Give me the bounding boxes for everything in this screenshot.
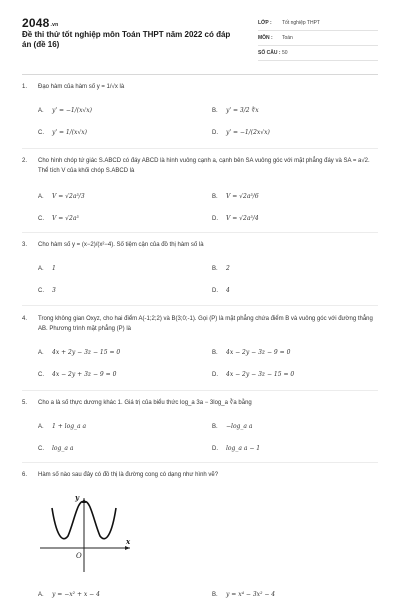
option-text: y' = 1/(x√x): [52, 129, 87, 136]
option-letter: C.: [38, 288, 44, 294]
y-label: y: [75, 493, 80, 502]
option-text: −log_a a: [226, 423, 253, 430]
question-text: Cho a là số thực dương khác 1. Giá trị của biểu thức log_a 3a − 3log_a ∛a bằng: [38, 400, 252, 406]
option-letter: A.: [38, 266, 44, 272]
meta-key: SỐ CÂU :: [258, 50, 281, 56]
question-number: 6.: [22, 472, 28, 478]
x-axis-arrow: [125, 546, 130, 550]
option-text: log_a a: [52, 445, 74, 452]
option-letter: C.: [38, 216, 44, 222]
question-text: Trong không gian Oxyz, cho hai điểm A(-1;2;2) và B(3;0;-1). Gọi (P) là mặt phẳng chứa điểm B và vuông góc với đường thẳng AB. Phương trình mặt phẳng (P) là: [38, 316, 373, 332]
option-a[interactable]: [38, 106, 92, 116]
question-text: Đạo hàm của hàm số y = 1/√x là: [38, 84, 125, 90]
brand-name: 2048: [22, 16, 50, 30]
function-graph: [36, 492, 136, 576]
question-number: 5.: [22, 400, 28, 406]
option-text: log_a a − 1: [226, 445, 261, 452]
question-text: Cho hàm số y = (x−2)/(x²−4). Số tiệm cận của đồ thị hàm số là: [38, 242, 204, 248]
meta-key: LỚP :: [258, 20, 272, 26]
option-a[interactable]: [38, 348, 120, 358]
option-text: y' = 3/2 ∜x: [226, 107, 259, 114]
option-text: 1 + log_a a: [52, 423, 87, 430]
option-letter: D.: [212, 216, 218, 222]
question-number: 2.: [22, 158, 28, 164]
origin-label: O: [76, 552, 82, 560]
meta-value: 50: [282, 50, 288, 56]
option-text: y = x⁴ − 3x² − 4: [226, 591, 276, 598]
option-letter: B.: [212, 108, 218, 114]
option-b[interactable]: [212, 106, 259, 116]
option-b[interactable]: [212, 348, 290, 358]
meta-row-subject: [258, 31, 378, 46]
option-letter: C.: [38, 446, 44, 452]
option-b[interactable]: [212, 192, 259, 202]
exam-meta: [258, 16, 378, 61]
option-a[interactable]: [38, 192, 85, 202]
meta-key: MÔN :: [258, 35, 273, 41]
option-text: 4x + 2y − 3z − 15 = 0: [52, 349, 121, 356]
meta-row-class: [258, 16, 378, 31]
option-b[interactable]: [212, 590, 275, 600]
option-letter: D.: [212, 288, 218, 294]
question-number: 3.: [22, 242, 28, 248]
question-divider: [22, 462, 378, 463]
option-b[interactable]: [212, 422, 252, 432]
option-c[interactable]: [38, 444, 73, 454]
option-text: 4: [226, 287, 230, 294]
brand-logo[interactable]: [22, 16, 58, 30]
option-letter: B.: [212, 266, 218, 272]
option-text: V = √2a³: [52, 215, 79, 222]
meta-row-count: [258, 46, 378, 61]
option-c[interactable]: [38, 286, 56, 296]
header-divider: [22, 74, 378, 75]
option-letter: D.: [212, 372, 218, 378]
option-text: 4x − 2y − 3z − 9 = 0: [226, 349, 291, 356]
option-letter: C.: [38, 372, 44, 378]
question-number: 4.: [22, 316, 28, 322]
page-title: Đề thi thử tốt nghiệp môn Toán THPT năm 2022 có đáp án (đề 16): [22, 30, 231, 49]
option-letter: A.: [38, 424, 44, 430]
question-divider: [22, 390, 378, 391]
option-text: 4x − 2y − 3z − 15 = 0: [226, 371, 295, 378]
option-text: 2: [226, 265, 230, 272]
question-divider: [22, 232, 378, 233]
option-text: 1: [52, 265, 56, 272]
option-a[interactable]: [38, 264, 56, 274]
question-text: Hàm số nào sau đây có đồ thị là đường cong có dạng như hình vẽ?: [38, 472, 219, 478]
option-text: V = √2a³/6: [226, 193, 259, 200]
option-text: V = √2a³/4: [226, 215, 259, 222]
option-letter: D.: [212, 130, 218, 136]
option-a[interactable]: [38, 422, 86, 432]
option-a[interactable]: [38, 590, 100, 600]
option-letter: D.: [212, 446, 218, 452]
question-number: 1.: [22, 84, 28, 90]
option-letter: A.: [38, 108, 44, 114]
option-d[interactable]: [212, 370, 294, 380]
x-label: x: [126, 537, 131, 546]
option-letter: B.: [212, 194, 218, 200]
meta-value: Tốt nghiệp THPT: [282, 20, 320, 26]
option-letter: B.: [212, 424, 218, 430]
brand-suffix: .vn: [50, 22, 59, 28]
question-text: Cho hình chóp tứ giác S.ABCD có đáy ABCD là hình vuông cạnh a, cạnh bên SA vuông góc với mặt phẳng đáy và SA = a√2. Thể tích V của khối chóp S.ABCD là: [38, 158, 370, 174]
option-c[interactable]: [38, 214, 79, 224]
option-d[interactable]: [212, 128, 270, 138]
option-text: y = −x² + x − 4: [52, 591, 100, 598]
option-text: 4x − 2y + 3z − 9 = 0: [52, 371, 117, 378]
option-b[interactable]: [212, 264, 230, 274]
meta-value: Toán: [282, 35, 293, 41]
option-text: y' = −1/(x√x): [52, 107, 93, 114]
option-text: 3: [52, 287, 56, 294]
option-c[interactable]: [38, 128, 87, 138]
option-d[interactable]: [212, 444, 260, 454]
option-text: V = √2a³/3: [52, 193, 85, 200]
option-letter: A.: [38, 350, 44, 356]
option-c[interactable]: [38, 370, 116, 380]
option-letter: B.: [212, 592, 218, 598]
option-letter: A.: [38, 194, 44, 200]
option-letter: A.: [38, 592, 44, 598]
option-letter: B.: [212, 350, 218, 356]
option-text: y' = −1/(2x√x): [226, 129, 270, 136]
option-d[interactable]: [212, 214, 259, 224]
option-letter: C.: [38, 130, 44, 136]
question-divider: [22, 148, 378, 149]
question-divider: [22, 305, 378, 306]
option-d[interactable]: [212, 286, 230, 296]
